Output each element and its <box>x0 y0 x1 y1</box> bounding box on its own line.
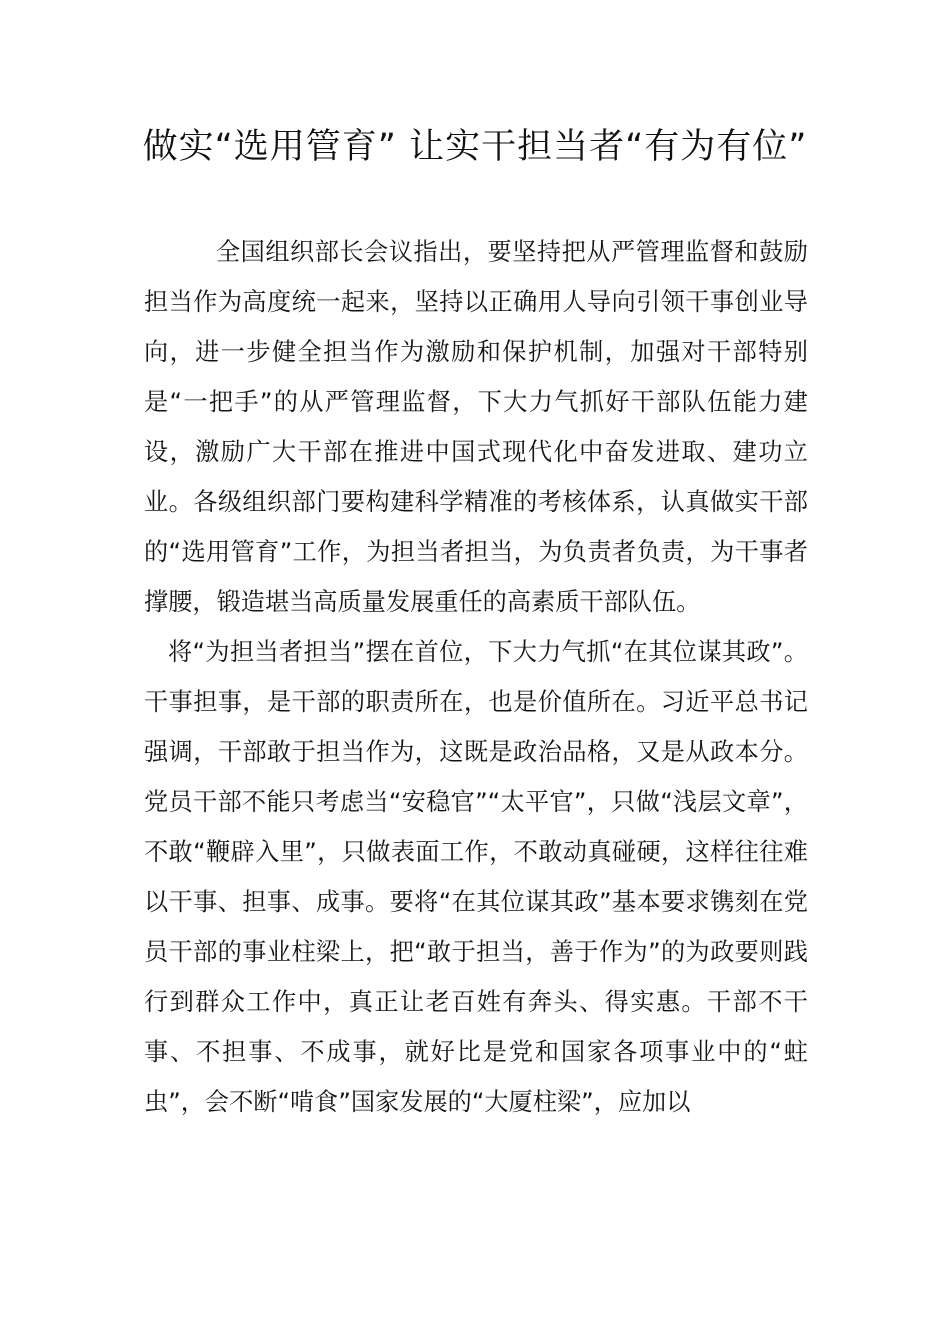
paragraph-2: 将“为担当者担当”摆在首位，下大力气抓“在其位谋其政”。干事担事，是干部的职责所在，也是价值所在。习近平总书记强调，干部敢于担当作为，这既是政治品格，又是从政本分。党员干部不能只考虑当“安稳官”“太平官”，只做“浅层文章”，不敢“鞭辟入里”，只做表面工作，不敢动真碰硬，这样往往难以干事、担事、成事。要将“在其位谋其政”基本要求镌刻在党员干部的事业柱梁上，把“敢于担当，善于作为”的为政要则践行到群众工作中，真正让老百姓有奔头、得实惠。干部不干事、不担事、不成事，就好比是党和国家各项事业中的“蛀虫”，会不断“啃食”国家发展的“大厦柱梁”，应加以 <box>144 638 808 1116</box>
paragraph-1: 全国组织部长会议指出，要坚持把从严管理监督和鼓励担当作为高度统一起来，坚持以正确用人导向引领干事创业导向，进一步健全担当作为激励和保护机制，加强对干部特别是“一把手”的从严管理监督，下大力气抓好干部队伍能力建设，激励广大干部在推进中国式现代化中奋发进取、建功立业。各级组织部门要构建科学精准的考核体系，认真做实干部的“选用管育”工作，为担当者担当，为负责者负责，为干事者撑腰，锻造堪当高质量发展重任的高素质干部队伍。 <box>144 238 808 616</box>
document-body <box>144 227 808 1127</box>
document-title: 做实“选用管育” 让实干担当者“有为有位” <box>142 127 808 167</box>
